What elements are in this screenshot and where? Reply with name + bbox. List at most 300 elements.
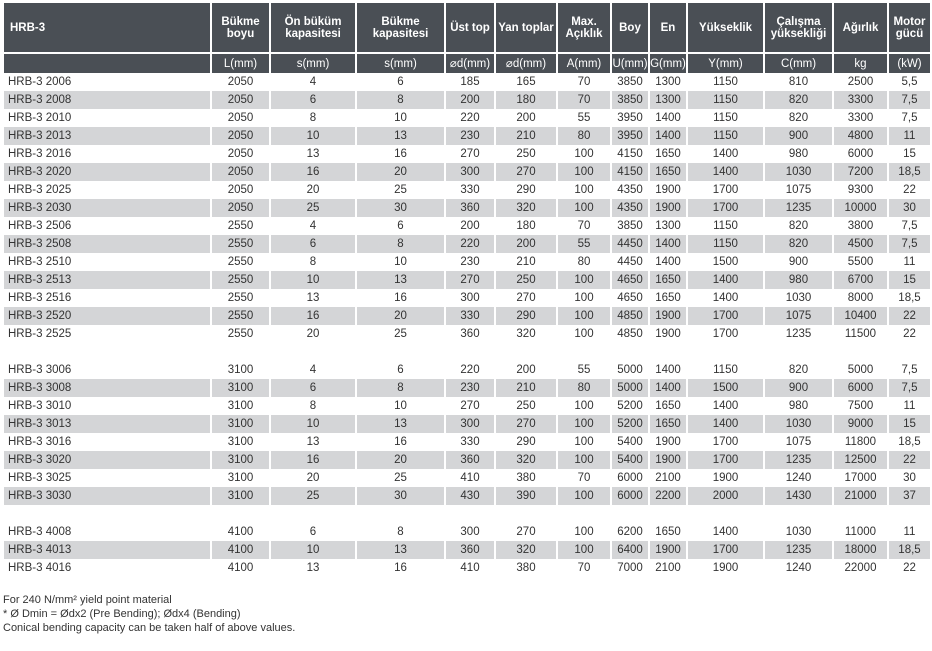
value-cell: 300 <box>460 292 480 304</box>
value-cell: 270 <box>446 271 494 289</box>
value-cell: 80 <box>577 256 591 268</box>
bending-length-header: Bükme boyu <box>212 3 269 52</box>
value-cell: 100 <box>558 199 610 217</box>
value-cell: 4500 <box>834 235 887 253</box>
value-cell: 5500 <box>847 256 874 268</box>
value-cell: 16 <box>271 307 355 325</box>
value-cell: 8000 <box>847 292 874 304</box>
value-cell: 390 <box>496 487 556 505</box>
value-cell: 200 <box>496 235 556 253</box>
value-cell: 6 <box>397 364 404 376</box>
value-cell: 100 <box>558 271 610 289</box>
value-cell: 1030 <box>765 415 832 433</box>
value-cell: 2050 <box>227 184 254 196</box>
unit-header <box>4 52 210 73</box>
value-cell: 1900 <box>712 562 739 574</box>
value-cell: 1400 <box>688 271 763 289</box>
value-cell: 900 <box>765 127 832 145</box>
value-cell: 1300 <box>650 91 686 109</box>
value-cell: 2050 <box>227 112 254 124</box>
table-row <box>4 73 930 91</box>
value-cell: 7,5 <box>901 364 918 376</box>
value-cell: 1240 <box>785 472 812 484</box>
value-cell: 1650 <box>655 526 681 538</box>
value-cell: 9000 <box>834 415 887 433</box>
value-cell: 1700 <box>712 436 739 448</box>
value-cell: 2050 <box>212 91 269 109</box>
value-cell: 13 <box>357 127 444 145</box>
value-cell: 2100 <box>655 562 681 574</box>
footnotes <box>3 593 295 635</box>
value-cell: 2550 <box>227 328 254 340</box>
height-header: Yükseklik <box>688 3 763 52</box>
value-cell: 210 <box>496 127 556 145</box>
value-cell: 1700 <box>712 328 739 340</box>
model-cell: HRB-3 2513 <box>4 271 210 289</box>
value-cell: 15 <box>889 271 930 289</box>
value-cell: 22 <box>903 184 916 196</box>
value-cell: 100 <box>574 184 594 196</box>
value-cell: 1900 <box>650 451 686 469</box>
value-cell: 1900 <box>650 307 686 325</box>
unit-header: ⌀d(mm) <box>446 52 494 73</box>
value-cell: 18,5 <box>898 436 921 448</box>
value-cell: 22 <box>889 451 930 469</box>
value-cell: 6000 <box>834 379 887 397</box>
motor-power-header: Motor gücü <box>889 3 930 52</box>
note-conical: Conical bending capacity can be taken half of above values. <box>3 622 296 634</box>
value-cell: 220 <box>460 112 480 124</box>
value-cell: 2000 <box>688 487 763 505</box>
table-row <box>4 469 930 487</box>
value-cell: 18,5 <box>898 292 921 304</box>
unit-header: C(mm) <box>765 52 832 73</box>
value-cell: 6 <box>271 235 355 253</box>
model-cell: HRB-3 2016 <box>8 148 72 160</box>
table-row <box>4 523 930 541</box>
value-cell: 16 <box>394 436 407 448</box>
value-cell: 22 <box>889 307 930 325</box>
value-cell: 9300 <box>847 184 874 196</box>
value-cell: 18,5 <box>889 541 930 559</box>
value-cell: 1075 <box>785 184 812 196</box>
value-cell: 100 <box>558 307 610 325</box>
value-cell: 8 <box>309 400 317 412</box>
value-cell: 16 <box>394 148 407 160</box>
value-cell: 980 <box>765 271 832 289</box>
table-row <box>4 217 930 235</box>
value-cell: 100 <box>574 436 594 448</box>
value-cell: 820 <box>765 91 832 109</box>
value-cell: 200 <box>516 112 536 124</box>
value-cell: 20 <box>357 163 444 181</box>
table-row <box>4 361 930 379</box>
header-row <box>4 3 930 52</box>
value-cell: 3950 <box>617 112 643 124</box>
value-cell: 290 <box>496 307 556 325</box>
value-cell: 10 <box>271 541 355 559</box>
value-cell: 180 <box>516 220 536 232</box>
value-cell: 8 <box>397 526 404 538</box>
value-cell: 3300 <box>834 91 887 109</box>
value-cell: 80 <box>558 379 610 397</box>
value-cell: 1650 <box>655 148 681 160</box>
value-cell: 55 <box>577 364 591 376</box>
value-cell: 70 <box>577 220 591 232</box>
value-cell: 3850 <box>617 76 643 88</box>
value-cell: 22 <box>903 562 916 574</box>
model-cell: HRB-3 2516 <box>8 292 72 304</box>
value-cell: 330 <box>460 184 480 196</box>
value-cell: 10 <box>271 271 355 289</box>
table-row <box>4 163 930 181</box>
value-cell: 13 <box>357 415 444 433</box>
model-cell: HRB-3 2008 <box>4 91 210 109</box>
value-cell: 1900 <box>650 541 686 559</box>
value-cell: 5200 <box>612 415 648 433</box>
value-cell: 6000 <box>612 487 648 505</box>
value-cell: 16 <box>394 562 407 574</box>
value-cell: 4650 <box>617 292 643 304</box>
value-cell: 5400 <box>617 436 643 448</box>
table-row <box>4 325 930 343</box>
units-row <box>4 52 930 73</box>
model-cell: HRB-3 3016 <box>8 436 72 448</box>
value-cell: 1300 <box>655 76 681 88</box>
model-cell: HRB-3 3013 <box>4 415 210 433</box>
value-cell: 6 <box>271 91 355 109</box>
value-cell: 4 <box>309 76 317 88</box>
value-cell: 1400 <box>712 292 739 304</box>
unit-header: A(mm) <box>558 52 610 73</box>
value-cell: 6 <box>309 526 317 538</box>
value-cell: 1900 <box>655 328 681 340</box>
value-cell: 2550 <box>212 271 269 289</box>
value-cell: 15 <box>889 415 930 433</box>
table-row <box>4 433 930 451</box>
value-cell: 100 <box>574 526 594 538</box>
value-cell: 3850 <box>612 91 648 109</box>
value-cell: 250 <box>496 271 556 289</box>
model-cell: HRB-3 2010 <box>8 112 72 124</box>
value-cell: 810 <box>788 76 809 88</box>
value-cell: 1650 <box>655 400 681 412</box>
table-row <box>4 379 930 397</box>
value-cell: 1430 <box>765 487 832 505</box>
value-cell: 320 <box>496 199 556 217</box>
value-cell: 3100 <box>212 487 269 505</box>
value-cell: 270 <box>516 292 536 304</box>
table-row <box>4 397 930 415</box>
value-cell: 3850 <box>617 220 643 232</box>
value-cell: 20 <box>306 184 320 196</box>
value-cell: 430 <box>446 487 494 505</box>
value-cell: 3100 <box>212 379 269 397</box>
value-cell: 200 <box>446 91 494 109</box>
value-cell: 1235 <box>765 199 832 217</box>
value-cell: 100 <box>574 148 594 160</box>
value-cell: 100 <box>558 541 610 559</box>
value-cell: 1235 <box>765 541 832 559</box>
value-cell: 210 <box>516 256 536 268</box>
value-cell: 290 <box>516 436 536 448</box>
value-cell: 11 <box>903 256 916 268</box>
unit-header: s(mm) <box>357 52 444 73</box>
value-cell: 5400 <box>612 451 648 469</box>
table-row <box>4 109 930 127</box>
value-cell: 70 <box>577 472 591 484</box>
value-cell: 2050 <box>212 163 269 181</box>
value-cell: 4100 <box>227 526 254 538</box>
value-cell: 1300 <box>655 220 681 232</box>
value-cell: 10 <box>394 256 407 268</box>
model-header: HRB-3 <box>4 3 210 52</box>
table-row <box>4 253 930 271</box>
value-cell: 21000 <box>834 487 887 505</box>
model-cell: HRB-3 4016 <box>8 562 72 574</box>
model-cell: HRB-3 4008 <box>8 526 72 538</box>
model-cell: HRB-3 2508 <box>4 235 210 253</box>
table-row <box>4 559 930 577</box>
model-cell: HRB-3 3010 <box>8 400 72 412</box>
value-cell: 37 <box>889 487 930 505</box>
value-cell: 180 <box>496 91 556 109</box>
value-cell: 300 <box>446 415 494 433</box>
value-cell: 330 <box>460 436 480 448</box>
value-cell: 1700 <box>688 541 763 559</box>
value-cell: 1150 <box>688 127 763 145</box>
value-cell: 2100 <box>655 472 681 484</box>
value-cell: 55 <box>577 112 591 124</box>
model-cell: HRB-3 2525 <box>8 328 72 340</box>
top-roll-header: Üst top <box>446 3 494 52</box>
value-cell: 25 <box>394 184 407 196</box>
value-cell: 5000 <box>612 379 648 397</box>
model-cell: HRB-3 2020 <box>4 163 210 181</box>
model-cell: HRB-3 3030 <box>4 487 210 505</box>
value-cell: 1235 <box>765 451 832 469</box>
value-cell: 1150 <box>713 220 738 232</box>
value-cell: 13 <box>306 148 320 160</box>
value-cell: 330 <box>446 307 494 325</box>
value-cell: 410 <box>460 472 480 484</box>
value-cell: 25 <box>394 472 407 484</box>
value-cell: 250 <box>516 400 536 412</box>
value-cell: 6200 <box>617 526 643 538</box>
value-cell: 30 <box>357 487 444 505</box>
value-cell: 4850 <box>612 307 648 325</box>
value-cell: 410 <box>460 562 480 574</box>
value-cell: 1150 <box>688 91 763 109</box>
value-cell: 1500 <box>712 256 739 268</box>
value-cell: 270 <box>516 526 536 538</box>
value-cell: 25 <box>271 487 355 505</box>
model-cell: HRB-3 3020 <box>4 451 210 469</box>
table-row <box>4 415 930 433</box>
value-cell: 8 <box>309 256 317 268</box>
value-cell: 290 <box>516 184 536 196</box>
table-body <box>4 73 930 577</box>
value-cell: 11500 <box>844 328 877 340</box>
value-cell: 5000 <box>617 364 643 376</box>
model-cell: HRB-3 2510 <box>8 256 72 268</box>
value-cell: 2500 <box>847 76 874 88</box>
value-cell: 2550 <box>212 235 269 253</box>
value-cell: 1075 <box>785 436 812 448</box>
value-cell: 5000 <box>847 364 874 376</box>
value-cell: 1700 <box>712 184 739 196</box>
value-cell: 11 <box>903 400 916 412</box>
length-header: Boy <box>612 3 648 52</box>
value-cell: 6400 <box>612 541 648 559</box>
value-cell: 100 <box>574 328 594 340</box>
value-cell: 1700 <box>688 307 763 325</box>
value-cell: 4450 <box>612 235 648 253</box>
value-cell: 11800 <box>844 436 877 448</box>
value-cell: 360 <box>460 328 480 340</box>
pre-bending-capacity-header: Ön büküm kapasitesi <box>271 3 355 52</box>
value-cell: 2550 <box>227 256 254 268</box>
unit-header: (kW) <box>889 52 930 73</box>
value-cell: 2050 <box>227 76 254 88</box>
value-cell: 100 <box>574 292 594 304</box>
value-cell: 270 <box>460 148 480 160</box>
group-spacer <box>4 505 930 523</box>
model-cell: HRB-3 2520 <box>4 307 210 325</box>
value-cell: 4 <box>309 220 317 232</box>
value-cell: 100 <box>558 487 610 505</box>
table-row <box>4 145 930 163</box>
value-cell: 1030 <box>785 292 812 304</box>
value-cell: 2550 <box>227 220 254 232</box>
value-cell: 1900 <box>655 184 681 196</box>
value-cell: 250 <box>516 148 536 160</box>
value-cell: 1650 <box>650 163 686 181</box>
value-cell: 1030 <box>765 163 832 181</box>
value-cell: 6 <box>397 220 404 232</box>
value-cell: 360 <box>446 541 494 559</box>
value-cell: 70 <box>577 76 591 88</box>
value-cell: 1400 <box>712 148 739 160</box>
value-cell: 1400 <box>655 364 681 376</box>
value-cell: 4850 <box>617 328 643 340</box>
value-cell: 2050 <box>212 127 269 145</box>
value-cell: 1900 <box>712 472 739 484</box>
value-cell: 16 <box>271 163 355 181</box>
table-row <box>4 127 930 145</box>
value-cell: 25 <box>394 328 407 340</box>
value-cell: 1500 <box>688 379 763 397</box>
value-cell: 1400 <box>688 163 763 181</box>
value-cell: 13 <box>357 271 444 289</box>
value-cell: 3100 <box>212 451 269 469</box>
value-cell: 1400 <box>655 256 681 268</box>
width-header: En <box>650 3 686 52</box>
value-cell: 1900 <box>655 436 681 448</box>
value-cell: 3100 <box>227 364 254 376</box>
value-cell: 13 <box>306 436 320 448</box>
value-cell: 8 <box>309 112 317 124</box>
value-cell: 4150 <box>617 148 643 160</box>
value-cell: 2050 <box>212 199 269 217</box>
value-cell: 900 <box>765 379 832 397</box>
note-yield: For 240 N/mm² yield point material <box>3 594 172 606</box>
value-cell: 360 <box>446 199 494 217</box>
value-cell: 6000 <box>617 472 643 484</box>
value-cell: 30 <box>357 199 444 217</box>
value-cell: 230 <box>446 379 494 397</box>
weight-header: Ağırlık <box>834 3 887 52</box>
table-row <box>4 181 930 199</box>
value-cell: 6 <box>397 76 404 88</box>
value-cell: 100 <box>574 400 594 412</box>
value-cell: 22 <box>903 328 916 340</box>
value-cell: 4100 <box>227 562 254 574</box>
value-cell: 8 <box>357 379 444 397</box>
value-cell: 380 <box>516 562 536 574</box>
value-cell: 820 <box>788 364 809 376</box>
value-cell: 7200 <box>834 163 887 181</box>
value-cell: 8 <box>357 235 444 253</box>
value-cell: 11 <box>903 526 916 538</box>
value-cell: 3800 <box>847 220 874 232</box>
value-cell: 270 <box>496 415 556 433</box>
value-cell: 20 <box>306 472 320 484</box>
value-cell: 7,5 <box>889 91 930 109</box>
value-cell: 4450 <box>617 256 643 268</box>
value-cell: 300 <box>446 163 494 181</box>
value-cell: 7,5 <box>901 220 918 232</box>
value-cell: 3950 <box>612 127 648 145</box>
unit-header: G(mm) <box>650 52 686 73</box>
value-cell: 4 <box>309 364 317 376</box>
value-cell: 220 <box>460 364 480 376</box>
value-cell: 1400 <box>650 127 686 145</box>
value-cell: 10000 <box>834 199 887 217</box>
value-cell: 220 <box>446 235 494 253</box>
value-cell: 11 <box>889 127 930 145</box>
value-cell: 230 <box>446 127 494 145</box>
value-cell: 820 <box>788 112 809 124</box>
value-cell: 980 <box>788 400 809 412</box>
unit-header: s(mm) <box>271 52 355 73</box>
value-cell: 1700 <box>688 199 763 217</box>
unit-header: kg <box>834 52 887 73</box>
value-cell: 1400 <box>712 400 739 412</box>
value-cell: 12500 <box>834 451 887 469</box>
value-cell: 5,5 <box>901 76 918 88</box>
value-cell: 7,5 <box>901 112 918 124</box>
value-cell: 185 <box>460 76 480 88</box>
table-row <box>4 451 930 469</box>
value-cell: 7,5 <box>889 379 930 397</box>
value-cell: 6 <box>271 379 355 397</box>
value-cell: 380 <box>516 472 536 484</box>
model-cell: HRB-3 4013 <box>4 541 210 559</box>
value-cell: 820 <box>765 235 832 253</box>
value-cell: 20 <box>357 451 444 469</box>
table-row <box>4 199 930 217</box>
value-cell: 1700 <box>688 451 763 469</box>
value-cell: 7,5 <box>889 235 930 253</box>
model-cell: HRB-3 3008 <box>4 379 210 397</box>
group-spacer <box>4 343 930 361</box>
table-row <box>4 307 930 325</box>
table-row <box>4 235 930 253</box>
value-cell: 7500 <box>847 400 874 412</box>
value-cell: 4650 <box>612 271 648 289</box>
value-cell: 20 <box>306 328 320 340</box>
